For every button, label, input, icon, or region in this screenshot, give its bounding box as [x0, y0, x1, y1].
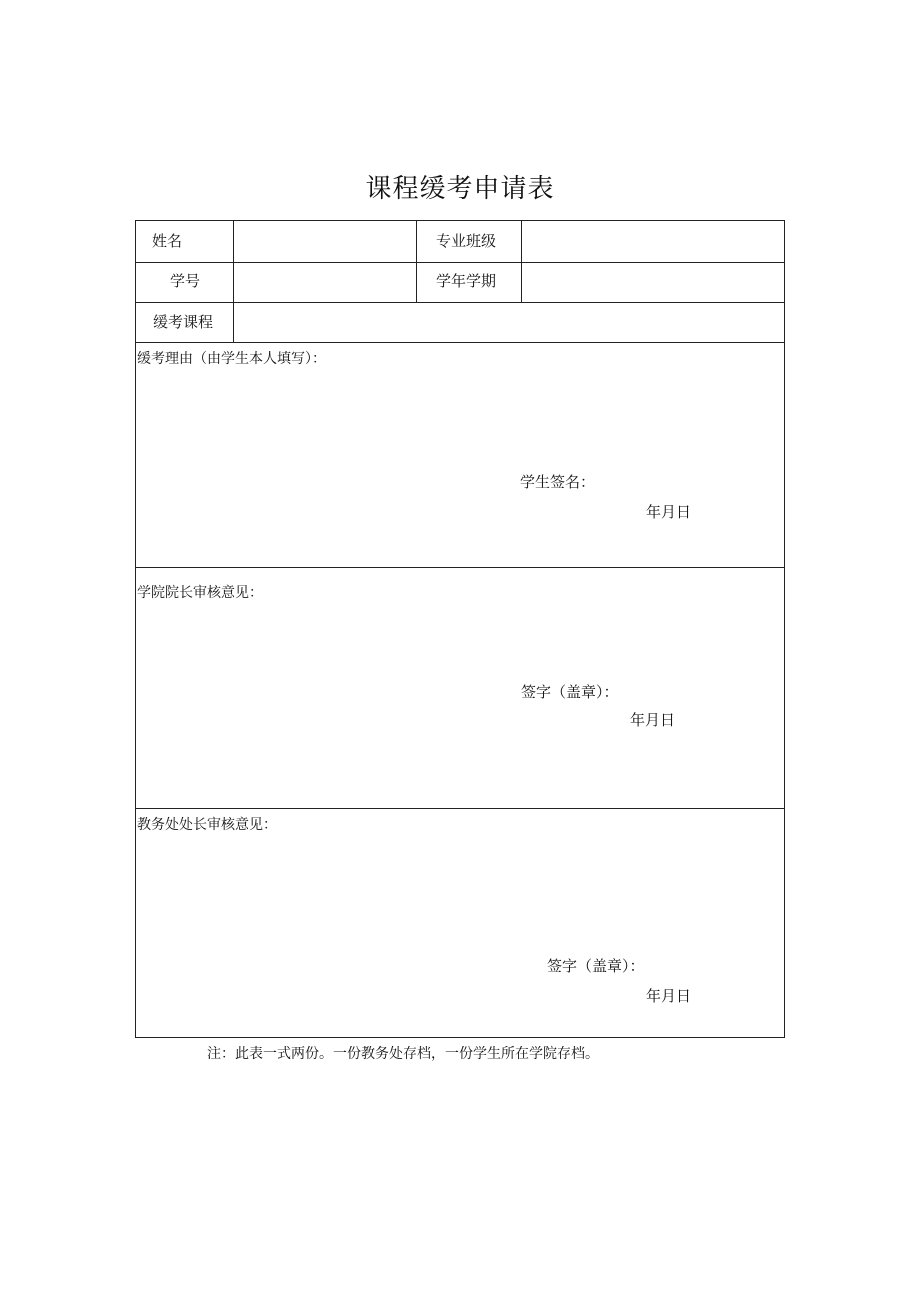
- name-field[interactable]: [234, 222, 416, 262]
- student-id-label: 学号: [170, 272, 201, 290]
- major-class-label: 专业班级: [436, 232, 497, 250]
- row-divider: [136, 342, 784, 343]
- office-review-textarea[interactable]: [137, 839, 783, 949]
- footnote: 注：此表一式两份。一份教务处存档，一份学生所在学院存档。: [207, 1046, 599, 1062]
- reason-heading: 缓考理由（由学生本人填写）：: [137, 351, 326, 367]
- dean-date-label: 年月日: [630, 711, 676, 729]
- student-id-field[interactable]: [234, 263, 416, 302]
- office-signature-label: 签字（盖章）：: [547, 957, 645, 975]
- section-divider: [136, 808, 784, 809]
- name-label: 姓名: [152, 232, 183, 250]
- term-label: 学年学期: [436, 272, 497, 290]
- student-signature-label: 学生签名：: [520, 473, 596, 491]
- major-class-field[interactable]: [522, 222, 784, 262]
- term-field[interactable]: [522, 263, 784, 302]
- section-divider: [136, 567, 784, 568]
- reason-textarea[interactable]: [137, 373, 783, 473]
- page-title: 课程缓考申请表: [365, 174, 555, 204]
- office-review-heading: 教务处处长审核意见：: [137, 817, 277, 833]
- dean-review-textarea[interactable]: [137, 607, 783, 682]
- course-field[interactable]: [234, 303, 784, 342]
- column-divider: [416, 221, 417, 302]
- dean-signature-label: 签字（盖章）：: [521, 683, 619, 701]
- application-form: [135, 220, 785, 1038]
- course-label: 缓考课程: [153, 313, 214, 331]
- office-date-label: 年月日: [646, 987, 692, 1005]
- dean-review-heading: 学院院长审核意见：: [137, 585, 263, 601]
- reason-date-label: 年月日: [646, 503, 692, 521]
